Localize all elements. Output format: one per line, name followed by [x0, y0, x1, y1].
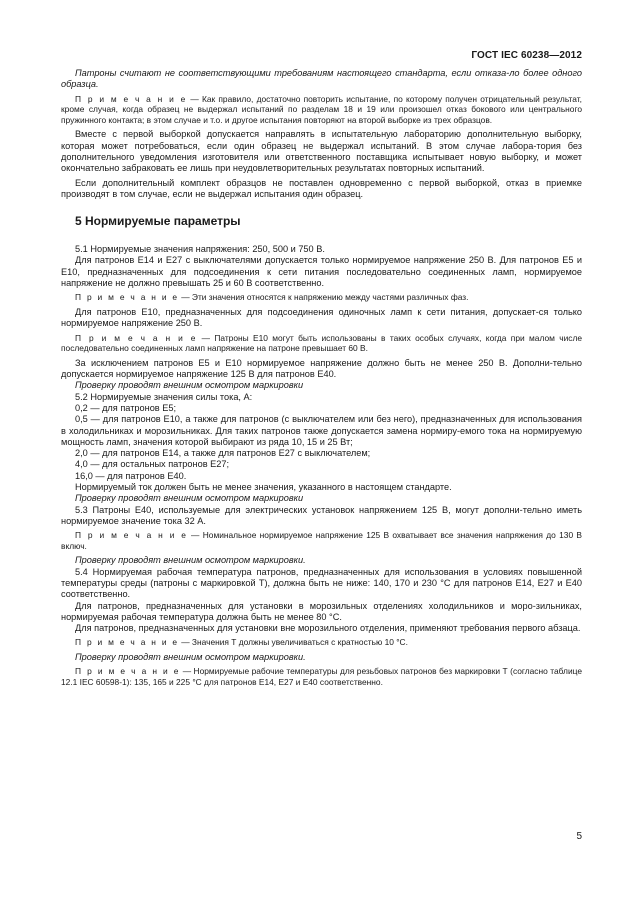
- current-e10: 0,5 — для патронов Е10, а также для патронов (с выключателем или без него), предназначенных для использования в холодильниках и морозильниках. Для таких патронов также допускается замена нормиру-емого тока на нормируемую мощность ламп, значения которой выбирают из ряда 10, 15 и 25 Вт;: [61, 414, 582, 447]
- current-e27: 4,0 — для остальных патронов Е27;: [75, 459, 230, 470]
- clause-5-4: 5.4 Нормируемая рабочая температура патронов, предназначенных для использования в условиях повышенной температуры среды (патроны с маркировкой Т), должна быть не ниже: 140, 170 и 230 °С для патронов Е14, Е27 и Е40 соответственно.: [61, 566, 582, 600]
- paragraph-e10-voltage: Для патронов Е10, предназначенных для подсоединения одиночных ламп к сети питания, допускает-ся только нормируемое напряжение 250 В.: [61, 306, 582, 329]
- note-text: — Нормируемые рабочие температуры для резьбовых патронов без маркировки Т (согласно таблице 12.1 IEC 60598-1): 135, 165 и 225 °С для патронов Е14, Е27 и Е40 соответственно.: [61, 666, 582, 687]
- clause-5-2: 5.2 Нормируемые значения силы тока, А:: [75, 391, 253, 402]
- current-e14: 2,0 — для патронов Е14, а также для патронов Е27 с выключателем;: [75, 448, 371, 459]
- note-label: П р и м е ч а н и е: [75, 292, 179, 303]
- document-header: ГОСТ IEC 60238—2012: [471, 50, 582, 61]
- note-phase-voltage: [61, 292, 582, 303]
- note-label: П р и м е ч а н и е: [75, 637, 179, 648]
- current-e5: 0,2 — для патронов Е5;: [75, 402, 177, 413]
- check-marking-1: Проверку проводят внешним осмотром маркировки: [75, 380, 304, 391]
- clause-5-3: 5.3 Патроны Е40, используемые для электрических установок напряжением 125 В, могут дополни-тельно иметь нормируемое значение тока 32 А.: [61, 504, 582, 526]
- note-text: — Номинальное нормируемое напряжение 125 В охватывает все значения напряжения до 130 В включ.: [61, 530, 583, 551]
- page-number: 5: [576, 831, 582, 842]
- paragraph-min-current: Нормируемый ток должен быть не менее значения, указанного в настоящем стандарте.: [75, 481, 452, 492]
- paragraph-e14-e27-voltage: Для патронов Е14 и Е27 с выключателями допускается только нормируемое напряжение 250 В. Для патронов Е5 и Е10, предназначенных для подсоединения к сети питания последовательно соединенных ламп, нормируемое напряжение не должно превышать 25 и 60 В соответственно.: [61, 255, 582, 289]
- note-temp-step: [61, 637, 582, 648]
- section-title: 5 Нормируемые параметры: [75, 214, 241, 229]
- current-e40: 16,0 — для патронов Е40.: [75, 470, 187, 481]
- note-125v: [61, 530, 582, 551]
- note-e10-special: [61, 333, 582, 354]
- check-marking-4: Проверку проводят внешним осмотром маркировки.: [75, 652, 306, 663]
- paragraph-outside-freezer: Для патронов, предназначенных для установки вне морозильного отделения, применяют требования первого абзаца.: [75, 623, 581, 634]
- paragraph-extra-sample: Вместе с первой выборкой допускается направлять в испытательную лабораторию дополнительную выборку, которая может потребоваться, если один образец не выдержал испытаний. В этом случае лабора-тория без дополнительного уведомления изготовителя или ответственного поставщика испытывает новую выборку, и может окончательно забраковать ее лишь при неудовлетворительных результатах повторных испытаний.: [61, 129, 582, 174]
- note-repeat-test: [61, 94, 582, 126]
- note-text: — Эти значения относятся к напряжению между частями различных фаз.: [178, 292, 469, 303]
- note-text: — Как правило, достаточно повторить испытание, по которому получен отрицательный результат, кроме случая, когда образец не выдержал испытаний по разделам 18 и 19 или произошел отказ бокового или центрального пружинного контакта; в этом случае и т.о. и другое испытания повторяют на второй выборке из трех образцов.: [61, 93, 582, 125]
- clause-5-1: 5.1 Нормируемые значения напряжения: 250, 500 и 750 В.: [75, 244, 325, 255]
- note-label: П р и м е ч а н и е: [75, 666, 181, 677]
- paragraph-rejection: Если дополнительный комплект образцов не поставлен одновременно с первой выборкой, отказ в приемке производят в том случае, если не выдержал испытания один образец.: [61, 177, 582, 199]
- note-label: П р и м е ч а н и е: [75, 332, 198, 343]
- paragraph-min-voltage: За исключением патронов Е5 и Е10 нормируемое напряжение должно быть не менее 250 В. Дополни-тельно допускается нормируемое напряжение 125 В для патронов Е40.: [61, 357, 582, 380]
- document-body: [61, 68, 582, 688]
- note-label: П р и м е ч а н и е: [75, 93, 188, 104]
- check-marking-3: Проверку проводят внешним осмотром маркировки.: [75, 555, 306, 566]
- fail-criterion-text: Патроны считают не соответствующими требованиям настоящего стандарта, если отказа-ло более одного образца.: [61, 68, 582, 90]
- note-label: П р и м е ч а н и е: [75, 530, 188, 541]
- note-text: — Значения Т должны увеличиваться с кратностью 10 °С.: [178, 637, 408, 648]
- note-text: — Патроны Е10 могут быть использованы в таких особых случаях, когда при малом числе последовательно соединенных ламп напряжение на патроне превышает 60 В.: [61, 332, 582, 354]
- check-marking-2: Проверку проводят внешним осмотром маркировки: [75, 493, 304, 504]
- paragraph-freezer-temp: Для патронов, предназначенных для установки в морозильных отделениях холодильников и моро-зильниках, нормируемая рабочая температура должна быть не менее 80 °С.: [61, 600, 582, 622]
- note-unmarked-temp: [61, 666, 582, 687]
